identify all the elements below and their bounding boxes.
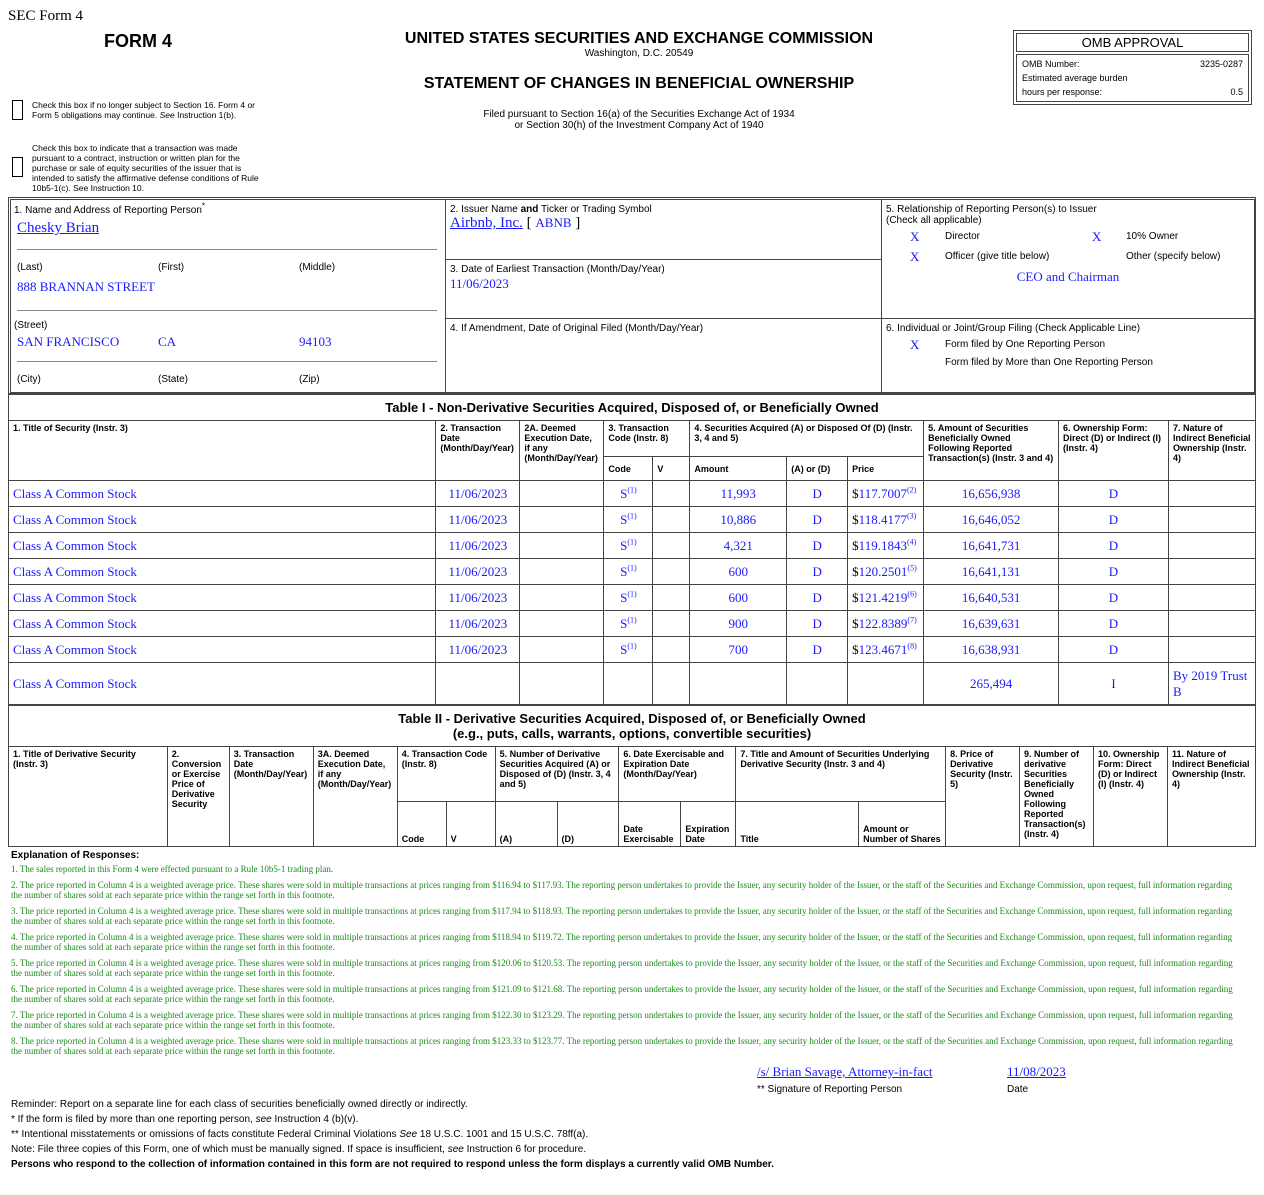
code-footnote: (1) <box>627 511 637 521</box>
ten-pct-owner-check[interactable]: X <box>1092 229 1102 244</box>
code-value: S <box>620 511 628 527</box>
cell-owned: 16,641,131 <box>924 559 1059 585</box>
omb-title: OMB APPROVAL <box>1016 33 1249 52</box>
issuer-name-link[interactable]: Airbnb, Inc. <box>450 215 523 231</box>
relationship-box <box>881 199 1255 319</box>
price-dollar: $ <box>852 563 859 579</box>
price-wrap <box>852 642 917 657</box>
cell-price <box>848 585 924 611</box>
cell-owned: 265,494 <box>924 663 1059 705</box>
signature-date[interactable]: 11/08/2023 <box>1007 1064 1066 1079</box>
price-value: 120.2501 <box>858 563 908 579</box>
cell-aord: D <box>787 507 848 533</box>
cell-amount <box>690 663 787 705</box>
table-row <box>9 663 1256 705</box>
footnote-7: 7. The price reported in Column 4 is a weighted average price. These shares were sold in multiple transactions at prices ranging from $122.30 to $123.29. The reporting person undertakes to provide the Issuer, any security holder of the Issuer, or the staff of the Securities and Exchange Commission, upon request, full information regarding the number of shares sold at each separate price within the range set forth in this footnote. <box>11 1010 1233 1030</box>
code-wrap <box>620 564 637 579</box>
earliest-date-box <box>445 259 882 319</box>
filed-pursuant-2: or Section 30(h) of the Investment Company Act of 1940 <box>514 120 764 131</box>
t2-h-underlying: 7. Title and Amount of Securities Underlying Derivative Security (Instr. 3 and 4) <box>736 747 946 802</box>
code-footnote: (1) <box>627 563 637 573</box>
price-footnote: (7) <box>907 615 917 625</box>
t2-h-code: 4. Transaction Code (Instr. 8) <box>397 747 495 802</box>
director-check[interactable]: X <box>910 229 920 244</box>
cell-aord: D <box>787 559 848 585</box>
cell-date <box>436 663 520 705</box>
t2-h-nature: 11. Nature of Indirect Beneficial Ownership (Instr. 4) <box>1167 747 1255 847</box>
zip-label: (Zip) <box>299 374 320 385</box>
price-footnote: (3) <box>906 511 917 521</box>
first-label: (First) <box>158 262 185 273</box>
cell-amount: 4,321 <box>690 533 787 559</box>
cell-v <box>653 585 690 611</box>
form-title: FORM 4 <box>104 31 173 51</box>
code-wrap <box>620 512 637 527</box>
cell-date: 11/06/2023 <box>436 507 520 533</box>
explanation-title: Explanation of Responses: <box>11 850 140 861</box>
street-divider <box>17 310 437 311</box>
omb-burden-1: Estimated average burden <box>1022 73 1128 83</box>
cell-deemed <box>520 585 604 611</box>
officer-check[interactable]: X <box>910 249 920 264</box>
cell-code <box>604 559 653 585</box>
t1-h-title: 1. Title of Security (Instr. 3) <box>9 421 436 481</box>
cell-aord <box>787 663 848 705</box>
cell-v <box>653 663 690 705</box>
t2-h-title: 1. Title of Derivative Security (Instr. 3) <box>9 747 168 847</box>
t2-h-sub-amount: Amount or Number of Shares <box>859 802 946 847</box>
rule10b5-text: Check this box to indicate that a transaction was made pursuant to a contract, instruction or written plan for the purchase or sale of equity securities of the issuer that is intended to satisfy the affirmative defense conditions of Rule 10b5-1(c). See Instruction 10. <box>32 143 259 193</box>
table-2 <box>8 705 1256 847</box>
t1-h-sub-aord: (A) or (D) <box>787 457 848 481</box>
cell-form: I <box>1059 663 1169 705</box>
cell-amount: 600 <box>690 585 787 611</box>
t2-h-sub-exercisable: Date Exercisable <box>619 802 681 847</box>
cell-code <box>604 637 653 663</box>
omb-number: 3235-0287 <box>1199 59 1243 69</box>
cell-deemed <box>520 611 604 637</box>
t1-h-acquired: 4. Securities Acquired (A) or Disposed Of (D) (Instr. 3, 4 and 5) <box>690 421 924 457</box>
t1-h-sub-price: Price <box>848 457 924 481</box>
cell-amount: 900 <box>690 611 787 637</box>
footnote-8: 8. The price reported in Column 4 is a weighted average price. These shares were sold in multiple transactions at prices ranging from $123.33 to $123.77. The reporting person undertakes to provide the Issuer, any security holder of the Issuer, or the staff of the Securities and Exchange Commission, upon request, full information regarding the number of shares sold at each separate price within the range set forth in this footnote. <box>11 1036 1233 1056</box>
ten-pct-owner-label: 10% Owner <box>1126 231 1179 242</box>
t2-h-sub-a: (A) <box>495 802 557 847</box>
statement-title: STATEMENT OF CHANGES IN BENEFICIAL OWNERSHIP <box>423 75 855 92</box>
reporting-person-box <box>10 199 446 393</box>
earliest-date-value: 11/06/2023 <box>450 276 509 291</box>
section16-text: Check this box if no longer subject to Section 16. Form 4 or Form 5 obligations may continue. See Instruction 1(b). <box>32 100 256 120</box>
cell-nature <box>1168 533 1255 559</box>
cell-title: Class A Common Stock <box>9 559 436 585</box>
cell-form: D <box>1059 637 1169 663</box>
cell-price <box>848 611 924 637</box>
t2-h-sub-v: V <box>446 802 495 847</box>
cell-price <box>848 637 924 663</box>
table-row <box>9 481 1256 507</box>
filed-by-more-label: Form filed by More than One Reporting Person <box>945 357 1153 368</box>
table-row <box>9 559 1256 585</box>
issuer-ticker: ABNB <box>535 215 572 230</box>
cell-form: D <box>1059 559 1169 585</box>
code-value: S <box>620 537 628 553</box>
cell-deemed <box>520 507 604 533</box>
state-label: (State) <box>158 374 189 385</box>
code-footnote: (1) <box>627 589 637 599</box>
cell-date: 11/06/2023 <box>436 585 520 611</box>
cell-form: D <box>1059 611 1169 637</box>
cell-amount: 10,886 <box>690 507 787 533</box>
reporting-person-label: 1. Name and Address of Reporting Person* <box>14 201 206 216</box>
table-row <box>9 533 1256 559</box>
cell-code <box>604 611 653 637</box>
cell-owned: 16,646,052 <box>924 507 1059 533</box>
t2-h-owned: 9. Number of derivative Securities Beneficially Owned Following Reported Transaction(s) (Instr. 4) <box>1020 747 1094 847</box>
price-wrap <box>852 590 917 605</box>
footnote-2: 2. The price reported in Column 4 is a weighted average price. These shares were sold in multiple transactions at prices ranging from $116.94 to $117.93. The reporting person undertakes to provide the Issuer, any security holder of the Issuer, or the staff of the Securities and Exchange Commission, upon request, full information regarding the number of shares sold at each separate price within the range set forth in this footnote. <box>11 880 1233 900</box>
t1-h-sub-v: V <box>653 457 690 481</box>
price-wrap <box>852 486 916 501</box>
cell-amount: 600 <box>690 559 787 585</box>
commission-block <box>380 30 898 131</box>
cell-code <box>604 507 653 533</box>
cell-date: 11/06/2023 <box>436 481 520 507</box>
amendment-label: 4. If Amendment, Date of Original Filed (Month/Day/Year) <box>450 323 704 334</box>
cell-title: Class A Common Stock <box>9 585 436 611</box>
t2-h-number: 5. Number of Derivative Securities Acquired (A) or Disposed of (D) (Instr. 3, 4 and 5) <box>495 747 619 802</box>
cell-title: Class A Common Stock <box>9 637 436 663</box>
cell-title: Class A Common Stock <box>9 533 436 559</box>
t1-h-deemed: 2A. Deemed Execution Date, if any (Month/Day/Year) <box>520 421 604 481</box>
omb-number-label: OMB Number: <box>1022 59 1080 69</box>
t2-h-conversion: 2. Conversion or Exercise Price of Derivative Security <box>167 747 229 847</box>
cell-owned: 16,656,938 <box>924 481 1059 507</box>
cell-code <box>604 481 653 507</box>
cell-deemed <box>520 637 604 663</box>
t1-h-owned: 5. Amount of Securities Beneficially Owned Following Reported Transaction(s) (Instr. 3 and 4) <box>924 421 1059 481</box>
code-value: S <box>620 641 628 657</box>
code-value: S <box>620 485 628 501</box>
table-row <box>9 585 1256 611</box>
last-label: (Last) <box>17 262 43 273</box>
code-value: S <box>620 563 628 579</box>
cell-v <box>653 507 690 533</box>
footnote-3: 3. The price reported in Column 4 is a weighted average price. These shares were sold in multiple transactions at prices ranging from $117.94 to $118.93. The reporting person undertakes to provide the Issuer, any security holder of the Issuer, or the staff of the Securities and Exchange Commission, upon request, full information regarding the number of shares sold at each separate price within the range set forth in this footnote. <box>11 906 1233 926</box>
rule10b5-checkbox[interactable] <box>12 157 23 177</box>
reporting-person-name[interactable]: Chesky Brian <box>17 220 100 236</box>
cell-title: Class A Common Stock <box>9 663 436 705</box>
filed-pursuant-1: Filed pursuant to Section 16(a) of the Securities Exchange Act of 1934 <box>483 109 795 120</box>
cell-nature <box>1168 481 1255 507</box>
officer-label: Officer (give title below) <box>945 251 1050 262</box>
cell-amount: 11,993 <box>690 481 787 507</box>
signature-name[interactable]: /s/ Brian Savage, Attorney-in-fact <box>757 1064 933 1079</box>
director-label: Director <box>945 231 981 242</box>
cell-date: 11/06/2023 <box>436 611 520 637</box>
cell-price <box>848 507 924 533</box>
cell-deemed <box>520 481 604 507</box>
city-value: SAN FRANCISCO <box>17 334 120 349</box>
city-label: (City) <box>17 374 41 385</box>
t1-h-sub-amount: Amount <box>690 457 787 481</box>
code-value: S <box>620 615 628 631</box>
street-label: (Street) <box>14 320 48 331</box>
t2-h-sub-code: Code <box>397 802 446 847</box>
price-wrap <box>852 538 916 553</box>
explanation-notes <box>11 864 1243 1062</box>
cell-date: 11/06/2023 <box>436 559 520 585</box>
cell-v <box>653 481 690 507</box>
t2-h-sub-title: Title <box>736 802 859 847</box>
cell-date: 11/06/2023 <box>436 637 520 663</box>
cell-aord: D <box>787 481 848 507</box>
reminder-4: Note: File three copies of this Form, one of which must be manually signed. If space is insufficient, see Instruction 6 for procedure. <box>11 1144 587 1155</box>
cell-title: Class A Common Stock <box>9 481 436 507</box>
t1-h-sub-code: Code <box>604 457 653 481</box>
code-value: S <box>620 589 628 605</box>
section16-checkbox[interactable] <box>12 100 23 120</box>
commission-name: UNITED STATES SECURITIES AND EXCHANGE COMMISSION <box>404 30 874 47</box>
price-footnote: (5) <box>907 563 917 573</box>
officer-title: CEO and Chairman <box>1016 269 1120 284</box>
price-value: 119.1843 <box>858 537 907 553</box>
cell-nature <box>1168 611 1255 637</box>
code-wrap <box>620 590 637 605</box>
t2-h-price: 8. Price of Derivative Security (Instr. 5) <box>946 747 1020 847</box>
state-value: CA <box>158 334 177 349</box>
table1-title: Table I - Non-Derivative Securities Acquired, Disposed of, or Beneficially Owned <box>9 395 1256 421</box>
cell-nature <box>1168 559 1255 585</box>
cell-aord: D <box>787 637 848 663</box>
issuer-label: 2. Issuer Name and Ticker or Trading Symbol <box>450 204 652 215</box>
table-row <box>9 507 1256 533</box>
cell-deemed <box>520 559 604 585</box>
middle-label: (Middle) <box>299 262 336 273</box>
price-footnote: (8) <box>907 641 917 651</box>
omb-approval-box <box>1013 30 1252 105</box>
price-dollar: $ <box>852 589 859 605</box>
code-footnote: (1) <box>627 641 637 651</box>
reminder-5: Persons who respond to the collection of information contained in this form are not required to respond unless the form displays a currently valid OMB Number. <box>11 1159 774 1170</box>
code-footnote: (1) <box>627 615 637 625</box>
reminder-2: * If the form is filed by more than one reporting person, see Instruction 4 (b)(v). <box>11 1114 359 1125</box>
price-wrap <box>852 512 916 527</box>
street-value: 888 BRANNAN STREET <box>17 279 155 294</box>
price-dollar: $ <box>852 641 859 657</box>
relationship-label: 5. Relationship of Reporting Person(s) to Issuer (Check all applicable) <box>886 204 1097 226</box>
cell-form: D <box>1059 533 1169 559</box>
code-wrap <box>620 642 637 657</box>
cell-title: Class A Common Stock <box>9 507 436 533</box>
cell-v <box>653 533 690 559</box>
price-wrap <box>852 564 917 579</box>
t1-h-form: 6. Ownership Form: Direct (D) or Indirect (I) (Instr. 4) <box>1059 421 1169 481</box>
t2-h-date: 3. Transaction Date (Month/Day/Year) <box>229 747 313 847</box>
price-footnote: (6) <box>907 589 917 599</box>
cell-owned: 16,640,531 <box>924 585 1059 611</box>
cell-form: D <box>1059 585 1169 611</box>
cell-nature <box>1168 585 1255 611</box>
price-dollar: $ <box>852 615 859 631</box>
signature-label: ** Signature of Reporting Person <box>757 1084 903 1095</box>
table1-body <box>9 481 1256 705</box>
cell-price <box>848 481 924 507</box>
amendment-box <box>445 318 882 393</box>
cell-v <box>653 559 690 585</box>
cell-v <box>653 611 690 637</box>
cell-nature <box>1168 507 1255 533</box>
footnote-1: 1. The sales reported in this Form 4 were effected pursuant to a Rule 10b5-1 trading plan. <box>11 864 334 874</box>
price-value: 117.7007 <box>858 485 907 501</box>
omb-details <box>1016 54 1249 102</box>
earliest-date-label: 3. Date of Earliest Transaction (Month/Day/Year) <box>450 264 665 275</box>
zip-value: 94103 <box>299 334 332 349</box>
t2-h-deemed: 3A. Deemed Execution Date, if any (Month/Day/Year) <box>313 747 397 847</box>
other-label: Other (specify below) <box>1126 251 1221 262</box>
cell-deemed <box>520 663 604 705</box>
name-divider <box>17 249 437 250</box>
price-footnote: (4) <box>906 537 917 547</box>
cell-code <box>604 533 653 559</box>
cell-owned: 16,641,731 <box>924 533 1059 559</box>
filed-by-one-check[interactable]: X <box>910 337 920 352</box>
city-divider <box>17 361 437 362</box>
t1-h-nature: 7. Nature of Indirect Beneficial Ownership (Instr. 4) <box>1168 421 1255 481</box>
price-dollar: $ <box>852 485 859 501</box>
price-value: 123.4671 <box>858 641 908 657</box>
footnote-4: 4. The price reported in Column 4 is a weighted average price. These shares were sold in multiple transactions at prices ranging from $118.94 to $119.72. The reporting person undertakes to provide the Issuer, any security holder of the Issuer, or the staff of the Securities and Exchange Commission, upon request, full information regarding the number of shares sold at each separate price within the range set forth in this footnote. <box>11 932 1233 952</box>
price-value: 121.4219 <box>858 589 908 605</box>
omb-hours: 0.5 <box>1230 87 1243 97</box>
cell-code <box>604 663 653 705</box>
price-dollar: $ <box>852 511 859 527</box>
commission-city: Washington, D.C. 20549 <box>584 48 694 59</box>
cell-aord: D <box>787 585 848 611</box>
price-dollar: $ <box>852 537 859 553</box>
price-wrap <box>852 616 917 631</box>
signature-date-label: Date <box>1007 1084 1029 1095</box>
filing-box <box>881 318 1255 393</box>
code-footnote: (1) <box>627 537 637 547</box>
reminder-3: ** Intentional misstatements or omissions of facts constitute Federal Criminal Violations See 18 U.S.C. 1001 and 15 U.S.C. 78ff(a). <box>11 1129 589 1140</box>
cell-date: 11/06/2023 <box>436 533 520 559</box>
reminder-1: Reminder: Report on a separate line for each class of securities beneficially owned directly or indirectly. <box>11 1099 468 1110</box>
cell-aord: D <box>787 533 848 559</box>
filed-by-one-label: Form filed by One Reporting Person <box>945 339 1106 350</box>
code-wrap <box>620 616 637 631</box>
cell-form: D <box>1059 481 1169 507</box>
table-1 <box>8 394 1256 705</box>
table-row <box>9 611 1256 637</box>
table-row <box>9 637 1256 663</box>
cell-deemed <box>520 533 604 559</box>
t2-h-form: 10. Ownership Form: Direct (D) or Indirect (I) (Instr. 4) <box>1093 747 1167 847</box>
cell-owned: 16,639,631 <box>924 611 1059 637</box>
cell-price <box>848 559 924 585</box>
t2-h-sub-expiration: Expiration Date <box>681 802 736 847</box>
price-footnote: (2) <box>906 485 917 495</box>
cell-price <box>848 663 924 705</box>
price-value: 122.8389 <box>858 615 908 631</box>
cell-nature <box>1168 637 1255 663</box>
t2-h-exercisable: 6. Date Exercisable and Expiration Date (Month/Day/Year) <box>619 747 736 802</box>
issuer-value: Airbnb, Inc. [ ABNB ] <box>450 215 581 231</box>
footnote-5: 5. The price reported in Column 4 is a weighted average price. These shares were sold in multiple transactions at prices ranging from $120.06 to $120.53. The reporting person undertakes to provide the Issuer, any security holder of the Issuer, or the staff of the Securities and Exchange Commission, upon request, full information regarding the number of shares sold at each separate price within the range set forth in this footnote. <box>11 958 1233 978</box>
code-footnote: (1) <box>627 485 637 495</box>
cell-owned: 16,638,931 <box>924 637 1059 663</box>
price-value: 118.4177 <box>858 511 907 527</box>
footnote-6: 6. The price reported in Column 4 is a weighted average price. These shares were sold in multiple transactions at prices ranging from $121.09 to $121.68. The reporting person undertakes to provide the Issuer, any security holder of the Issuer, or the staff of the Securities and Exchange Commission, upon request, full information regarding the number of shares sold at each separate price within the range set forth in this footnote. <box>11 984 1233 1004</box>
cell-form: D <box>1059 507 1169 533</box>
t2-h-sub-d: (D) <box>557 802 619 847</box>
cell-price <box>848 533 924 559</box>
t1-h-date: 2. Transaction Date (Month/Day/Year) <box>436 421 520 481</box>
code-wrap <box>620 538 637 553</box>
omb-burden-2: hours per response: <box>1022 87 1103 97</box>
filing-label: 6. Individual or Joint/Group Filing (Check Applicable Line) <box>886 323 1141 334</box>
cell-title: Class A Common Stock <box>9 611 436 637</box>
cell-v <box>653 637 690 663</box>
cell-nature: By 2019 Trust B <box>1168 663 1255 705</box>
sec-form-label: SEC Form 4 <box>8 8 84 24</box>
issuer-box <box>445 199 882 260</box>
table2-title: Table II - Derivative Securities Acquired, Disposed of, or Beneficially Owned (e.g., puts, calls, warrants, options, convertible securities) <box>9 706 1256 747</box>
cell-aord: D <box>787 611 848 637</box>
cell-code <box>604 585 653 611</box>
code-wrap <box>620 486 637 501</box>
t1-h-code: 3. Transaction Code (Instr. 8) <box>604 421 690 457</box>
cell-amount: 700 <box>690 637 787 663</box>
